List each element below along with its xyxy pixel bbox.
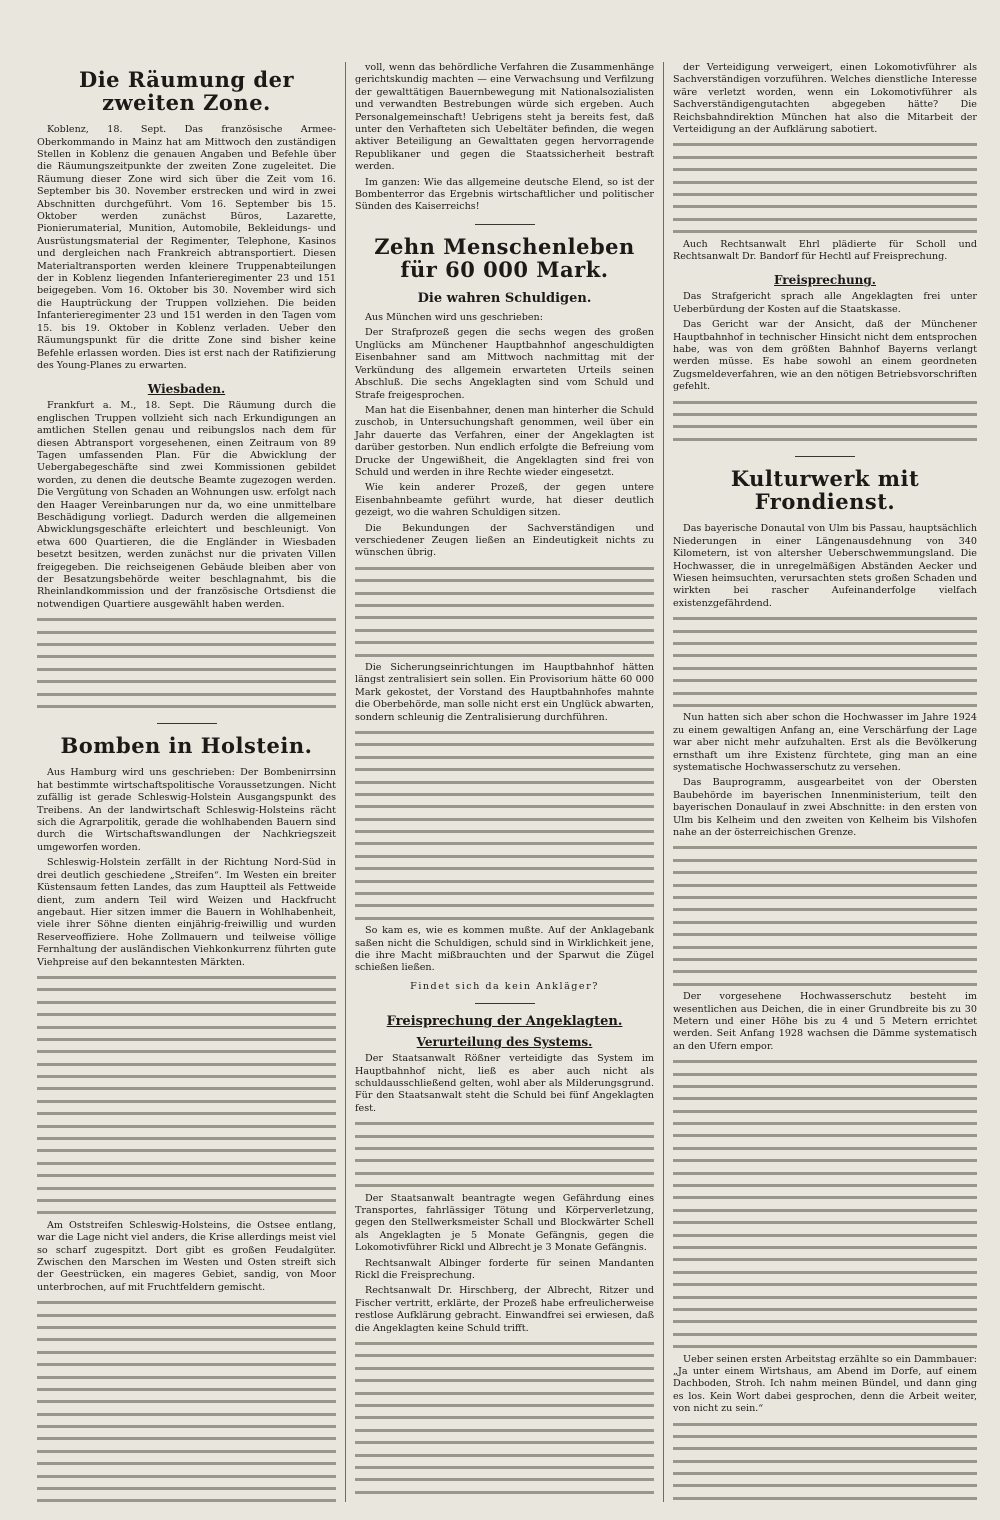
text-lines — [673, 397, 977, 447]
paragraph: Am Oststreifen Schleswig-Holsteins, die Ostsee entlang, war die Lage nicht viel anders, die Krise allerdings meist viel so scharf zugespitzt. Dort gibt es großen Feudalgüter. Zwischen den Marschen im Westen und Osten streift sich der Geestrücken, ein mageres Gebiet, sandig, von Moor unterbrochen, auf mit Fruchtfeldern gemischt. — [37, 1219, 336, 1293]
divider — [475, 224, 535, 225]
paragraph: Der Strafprozeß gegen die sechs wegen des großen Unglücks am Münchener Hauptbahnhof angeschuldigten Eisenbahner sand am Mittwoch nachmittag mit der Verkündung des allgemein erwarteten Urteils seinen Abschluß. Die sechs Angeklagten sind vom Schuld und Strafe freigesprochen. — [355, 327, 654, 401]
text-lines — [37, 614, 336, 713]
paragraph: Koblenz, 18. Sept. Das französische Armee-Oberkommando in Mainz hat am Mittwoch den zuständigen Stellen in Koblenz die genauen Angaben und Befehle über die Räumungszeitpunkte der zweiten Zone zugeleitet. Die Räumung dieser Zone wird sich über die Zeit vom 16. September bis 30. November erstrecken und wird in zwei Abschnitten durchgeführt. Vom 16. September bis 15. Oktober werden zunächst Büros, Lazarette, Pionierumaterial, Munition, Automobile, Bekleidungs- und Ausrüstungsmaterial der Regimenter, Telephone, Kasinos und dergleichen nach Frankreich abtransportiert. Diesen Materialtransporten werden kleinere Truppenabteilungen der in Koblenz liegenden Infanterieregimenter 23 und 151 beigegeben. Vom 16. Oktober bis 30. November wird sich die Hauptrückung der Truppen vollziehen. Die beiden Infanterieregimenter 23 und 151 werden in den Tagen vom 15. bis 19. Oktober in Koblenz verladen. Ueber den Räumungspunkt für die dritte Zone sind bisher keine Befehle erlassen worden. Dies ist erst nach der Ratifizierung des Young-Planes zu erwarten. — [37, 124, 336, 371]
paragraph: der Verteidigung verweigert, einen Lokomotivführer als Sachverständigen vorzuführen. Welches dienstliche Interesse wäre verletzt worden, wenn ein Lokomotivführer als Sachverständigengutachten abgegeben hätte? Die Reichsbahndirektion München hat also die Mitarbeit der Verteidigung an der Aufklärung sabotiert. — [673, 62, 977, 136]
text-lines — [673, 139, 977, 238]
paragraph: Der vorgesehene Hochwasserschutz besteht im wesentlichen aus Deichen, die in einer Grundbreite bis zu 30 Metern und einer Höhe bis zu 4 und 5 Metern errichtet werden. Seit Anfang 1928 wachsen die Dämme systematisch an den Ufern empor. — [673, 991, 977, 1052]
headline-kulturwerk: Kulturwerk mit Frondienst. — [730, 466, 920, 515]
text-lines — [673, 1419, 977, 1502]
paragraph: Der Staatsanwalt beantragte wegen Gefährdung eines Transportes, fahrlässiger Tötung und Körperverletzung, gegen den Stellwerksmeister Schall und Blockwärter Schell als Angeklagten je 5 Monate Gefängnis, gegen die Lokomotivführer Rickl und Albrecht je 3 Monate Gefängnis. — [355, 1192, 654, 1254]
column-middle — [346, 62, 664, 1502]
closing-line: Findet sich da kein Ankläger? — [410, 980, 599, 992]
paragraph: Auch Rechtsanwalt Ehrl plädierte für Scholl und Rechtsanwalt Dr. Bandorf für Hechtl auf Freisprechung. — [673, 238, 977, 262]
text-lines — [673, 1056, 977, 1353]
paragraph: Das Gericht war der Ansicht, daß der Münchener Hauptbahnhof in technischer Hinsicht nicht dem entsprochen habe, was von dem größten Bahnhof Bayerns verlangt werden müsse. Es habe sowohl an einem geordneten Zugsmeldeverfahren, wie an den nötigen Betriebsvorschriften gefehlt. — [673, 319, 977, 393]
paragraph: Der Staatsanwalt Rößner verteidigte das System im Hauptbahnhof nicht, ließ es aber auch nicht als schuldausschließend gelten, wohl aber als Milderungsgrund. Für den Staatsanwalt steht die Schuld bei fünf Angeklagten fest. — [355, 1053, 654, 1114]
text-lines — [355, 1118, 654, 1192]
paragraph: Das Bauprogramm, ausgearbeitet von der Obersten Baubehörde im bayerischen Innenministerium, teilt den bayerischen Donaulauf in zwei Abschnitte: in den ersten von Ulm bis Kelheim und den zweiten von Kelheim bis Vilshofen nahe an der österreichischen Grenze. — [673, 777, 977, 838]
paragraph: Aus München wird uns geschrieben: — [365, 312, 543, 324]
column-left — [28, 62, 346, 1502]
headline-freisprechung-angeklagten: Freisprechung der Angeklagten. — [386, 1014, 623, 1030]
text-lines — [355, 563, 654, 662]
divider — [475, 1003, 535, 1004]
paragraph: Das bayerische Donautal von Ulm bis Passau, hauptsächlich Niederungen in einer Längenausdehnung von 340 Kilometern, ist von altersher Ueberschwemmungsland. Die Hochwasser, die in unregelmäßigen Abständen Aecker und Wiesen heimsuchten, verursachten stets großen Schaden und wirkten bei rascher Aufeinanderfolge vielfach existenzgefährdend. — [673, 523, 977, 609]
paragraph: Nun hatten sich aber schon die Hochwasser im Jahre 1924 zu einem gewaltigen Anfang an, eine Verschärfung der Lage war aber nicht mehr aufzuhalten. Erst als die Bevölkerung ernsthaft um ihre Existenz fürchtete, ging man an eine systematische Hochwasserschutz zu versehen. — [673, 712, 977, 773]
paragraph: voll, wenn das behördliche Verfahren die Zusammenhänge gerichtskundig machten — eine Verwachsung und Verfilzung der gewalttätigen Bauernbewegung mit Nationalsozialisten und verwandten Bestrebungen würde sich ergeben. Auch Personalgemeinschaft! Uebrigens steht ja bereits fest, daß unter den Verhafteten sich Uebeltäter befinden, die wegen aktiver Beteiligung an Gewalttaten gegen hervorragende Republikaner und gegen die Staatssicherheit bestraft werden. — [355, 62, 654, 173]
text-lines — [673, 613, 977, 712]
paragraph: Man hat die Eisenbahner, denen man hinterher die Schuld zuschob, in Untersuchungshaft genommen, weil über ein Jahr dauerte das Verfahren, einer der Angeklagten ist darüber gestorben. Nun endlich erfolgte die Befreiung vom Drucke der Ungewißheit, die Angeklagten sind frei von Schuld und werden in ihre Rechte wieder eingesetzt. — [355, 404, 654, 478]
paragraph: Frankfurt a. M., 18. Sept. Die Räumung durch die englischen Truppen vollzieht sich nach Erkundigungen an amtlichen Stellen genau und reibungslos nach dem für diesen Abtransport vorgesehenen, einen Zeitraum von 89 Tagen umfassenden Plan. Für die Abwicklung der Uebergabegeschäfte sind zwei Kommissionen gebildet worden, zu denen die deutsche Beamte zugezogen werden. Die Vergütung von Schaden an Wohnungen usw. erfolgt nach den Haager Vereinbarungen nur da, wo eine unmittelbare Beschädigung vorliegt. Dadurch werden die allgemeinen Abwicklungsgeschäfte erleichtert und beschleunigt. Von etwa 600 Quartieren, die die Engländer in Wiesbaden besetzt besitzen, werden zunächst nur die privaten Villen freigegeben. Die reichseigenen Gebäude bleiben aber von der Besatzungsbehörde weiter beschlagnahmt, bis die Rheinlandkommission und der französische Ortsdienst die notwendigen Quartiere ausgewählt haben werden. — [37, 400, 336, 610]
text-lines — [673, 842, 977, 991]
text-lines — [355, 1338, 654, 1502]
paragraph: So kam es, wie es kommen mußte. Auf der Anklagebank saßen nicht die Schuldigen, schuld sind in Wirklichkeit jene, die ihre Macht mißbrauchten und der Sparwut die Zügel schießen ließen. — [355, 925, 654, 974]
paragraph: Im ganzen: Wie das allgemeine deutsche Elend, so ist der Bombenterror das Ergebnis wirtschaftlicher und politischer Sünden des Kaiserreichs! — [355, 176, 654, 213]
paragraph: Das Strafgericht sprach alle Angeklagten frei unter Ueberbürdung der Kosten auf die Staatskasse. — [673, 291, 977, 315]
text-lines — [37, 972, 336, 1220]
text-lines — [355, 727, 654, 925]
subhead-freisprechung: Freisprechung. — [774, 273, 876, 288]
paragraph: Die Bekundungen der Sachverständigen und verschiedener Zeugen ließen an Eindeutigkeit nichts zu wünschen übrig. — [355, 522, 654, 559]
paragraph: Rechtsanwalt Dr. Hirschberg, der Albrecht, Ritzer und Fischer vertritt, erklärte, der Prozeß habe erfreulicherweise restlose Aufklärung gebracht. Einwandfrei sei erwiesen, daß die Angeklagten keine Schuld trifft. — [355, 1285, 654, 1334]
paragraph: Rechtsanwalt Albinger forderte für seinen Mandanten Rickl die Freisprechung. — [355, 1257, 654, 1282]
headline-zehn-menschenleben: Zehn Menschenleben für 60 000 Mark. — [374, 233, 635, 282]
headline-bomben: Bomben in Holstein. — [60, 733, 313, 759]
subhead-wiesbaden: Wiesbaden. — [147, 382, 226, 397]
paragraph: Ueber seinen ersten Arbeitstag erzählte so ein Dammbauer: „Ja unter einem Wirtshaus, am Abend im Dorfe, auf einem Dachboden, Stroh. Ich nahm meinen Bündel, und dann ging es los. Kein Wort dabei gesprochen, denn die Arbeit weiter, von nicht zu sein.“ — [673, 1353, 977, 1415]
paragraph: Wie kein anderer Prozeß, der gegen untere Eisenbahnbeamte geführt wurde, hat dieser deutlich gezeigt, wo die wahren Schuldigen sitzen. — [355, 482, 654, 519]
paragraph: Die Sicherungseinrichtungen im Hauptbahnhof hätten längst zentralisiert sein sollen. Ein Provisorium hätte 60 000 Mark gekostet, der Vorstand des Hauptbahnhofes mahnte die Oberbehörde, man solle nicht erst ein Unglück abwarten, sondern schleunig die Zentralisierung durchführen. — [355, 661, 654, 723]
column-right — [664, 62, 986, 1502]
subheadline-schuldigen: Die wahren Schuldigen. — [417, 291, 592, 307]
headline-raeumung: Die Räumung der zweiten Zone. — [78, 67, 295, 116]
text-lines — [37, 1297, 336, 1502]
paragraph: Aus Hamburg wird uns geschrieben: Der Bombenirrsinn hat bestimmte wirtschaftspolitische Voraussetzungen. Nicht zufällig ist gerade Schleswig-Holstein Ausgangspunkt des Treibens. An der landwirtschaft Schleswig-Holsteins rächt sich die Agrarpolitik, gerade die wohlhabenden Bauern sind durch die Wirtschaftswandlungen der Nachkriegszeit umgeworfen worden. — [37, 767, 336, 853]
subheadline-systems: Verurteilung des Systems. — [416, 1035, 593, 1050]
paragraph: Schleswig-Holstein zerfällt in der Richtung Nord-Süd in drei deutlich geschiedene „Streifen“. Im Westen ein breiter Küstensaum fetten Landes, das zum Hauptteil als Fettweide dient, zum andern Teil wird Weizen und Hackfrucht angebaut. Hier sitzen immer die Bauern in Wohlhabenheit, viele ihrer Söhne dienten einjährig-freiwillig und wurden Reserveoffiziere. Hohe Zollmauern und teilweise völlige Fernhaltung der ausländischen Viehkonkurrenz führten gute Viehpreise auf den bekanntesten Märkten. — [37, 857, 336, 968]
divider — [157, 723, 217, 724]
divider — [795, 456, 855, 457]
